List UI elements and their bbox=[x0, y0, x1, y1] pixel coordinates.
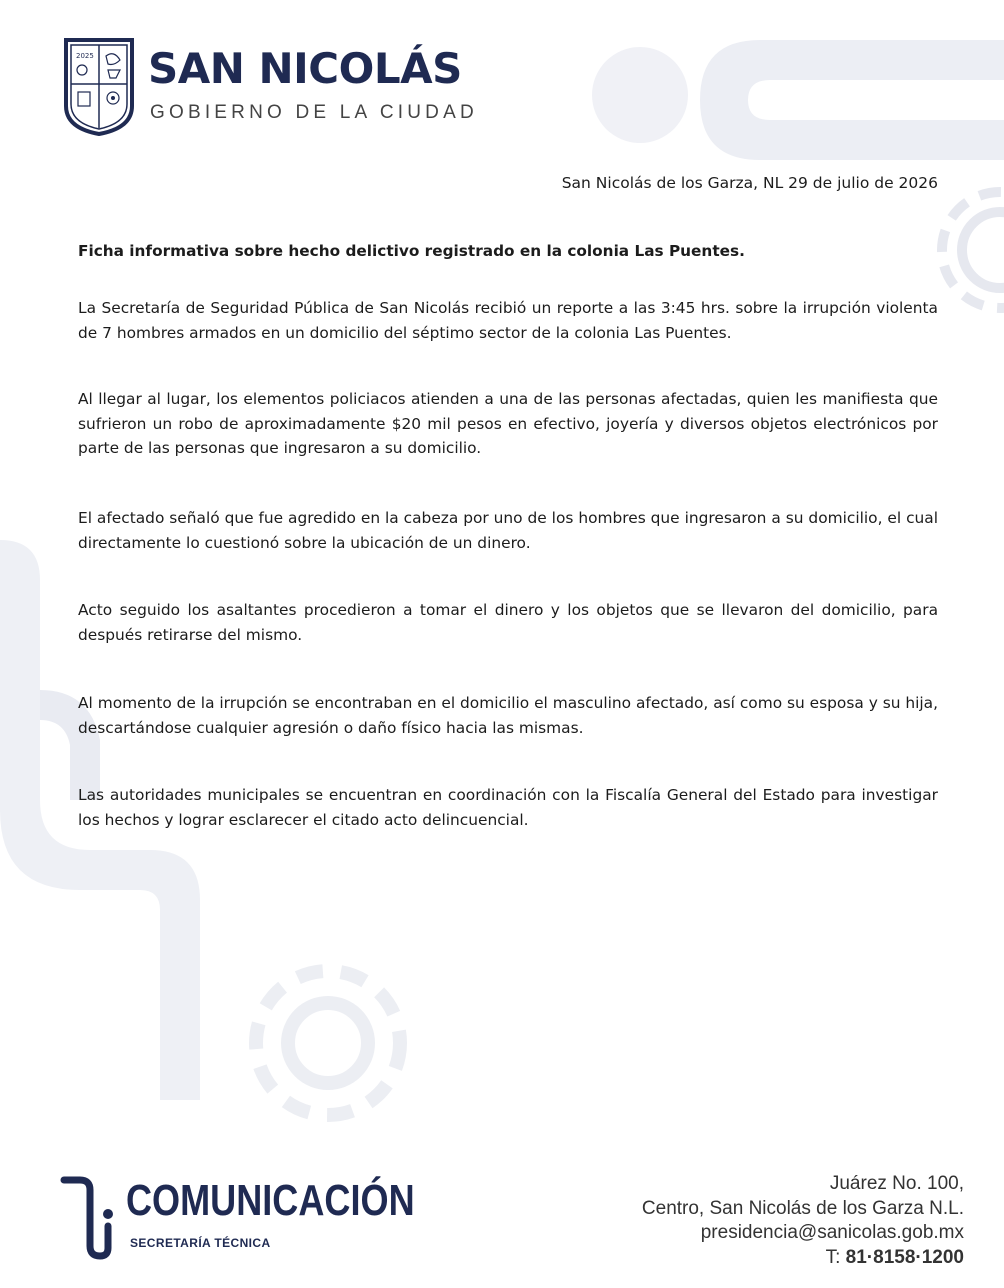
watermark-gear-bottom bbox=[256, 971, 400, 1115]
document-date: San Nicolás de los Garza, NL 29 de julio de 2026 bbox=[561, 174, 938, 192]
address-line-1: Juárez No. 100, bbox=[829, 1173, 964, 1194]
watermark-gear-right bbox=[942, 192, 1004, 308]
footer-subtitle: SECRETARÍA TÉCNICA bbox=[130, 1236, 271, 1250]
footer-contact bbox=[642, 1172, 964, 1270]
svg-text:2025: 2025 bbox=[76, 52, 94, 60]
watermark-c-shape bbox=[700, 40, 1004, 160]
comunicacion-logo-icon bbox=[60, 1176, 116, 1262]
phone-prefix: T: bbox=[825, 1246, 846, 1268]
footer-brand: COMUNICACIÓN bbox=[126, 1176, 415, 1225]
brand-title: SAN NICOLÁS bbox=[148, 44, 462, 93]
watermark-dot bbox=[592, 47, 688, 143]
paragraph: Al llegar al lugar, los elementos policiacos atienden a una de las personas afectadas, quien les manifiesta que sufrieron un robo de aproximadamente $20 mil pesos en efectivo, joyería y diversos objetos electrónicos por parte de las personas que ingresaron a su domicilio. bbox=[78, 390, 938, 457]
paragraph: Al momento de la irrupción se encontraban en el domicilio el masculino afectado, así como su esposa y su hija, descartándose cualquier agresión o daño físico hacia las mismas. bbox=[78, 694, 938, 737]
contact-email: presidencia@sanicolas.gob.mx bbox=[700, 1222, 964, 1243]
paragraph: Las autoridades municipales se encuentran en coordinación con la Fiscalía General del Estado para investigar los hechos y lograr esclarecer el citado acto delincuencial. bbox=[78, 786, 938, 829]
paragraph: El afectado señaló que fue agredido en la cabeza por uno de los hombres que ingresaron a su domicilio, el cual directamente lo cuestionó sobre la ubicación de un dinero. bbox=[78, 509, 938, 552]
paragraph: La Secretaría de Seguridad Pública de San Nicolás recibió un reporte a las 3:45 hrs. sobre la irrupción violenta de 7 hombres armados en un domicilio del séptimo sector de la colonia Las Puentes. bbox=[78, 299, 938, 342]
brand-subtitle: GOBIERNO DE LA CIUDAD bbox=[150, 102, 478, 123]
contact-phone bbox=[642, 1246, 964, 1271]
phone-number: 81·8158·1200 bbox=[845, 1246, 964, 1268]
paragraph: Acto seguido los asaltantes procedieron a tomar el dinero y los objetos que se llevaron del domicilio, para después retirarse del mismo. bbox=[78, 601, 938, 644]
address-line-2: Centro, San Nicolás de los Garza N.L. bbox=[641, 1197, 964, 1219]
municipal-shield-icon bbox=[62, 36, 136, 136]
document-heading: Ficha informativa sobre hecho delictivo registrado en la colonia Las Puentes. bbox=[78, 242, 745, 260]
